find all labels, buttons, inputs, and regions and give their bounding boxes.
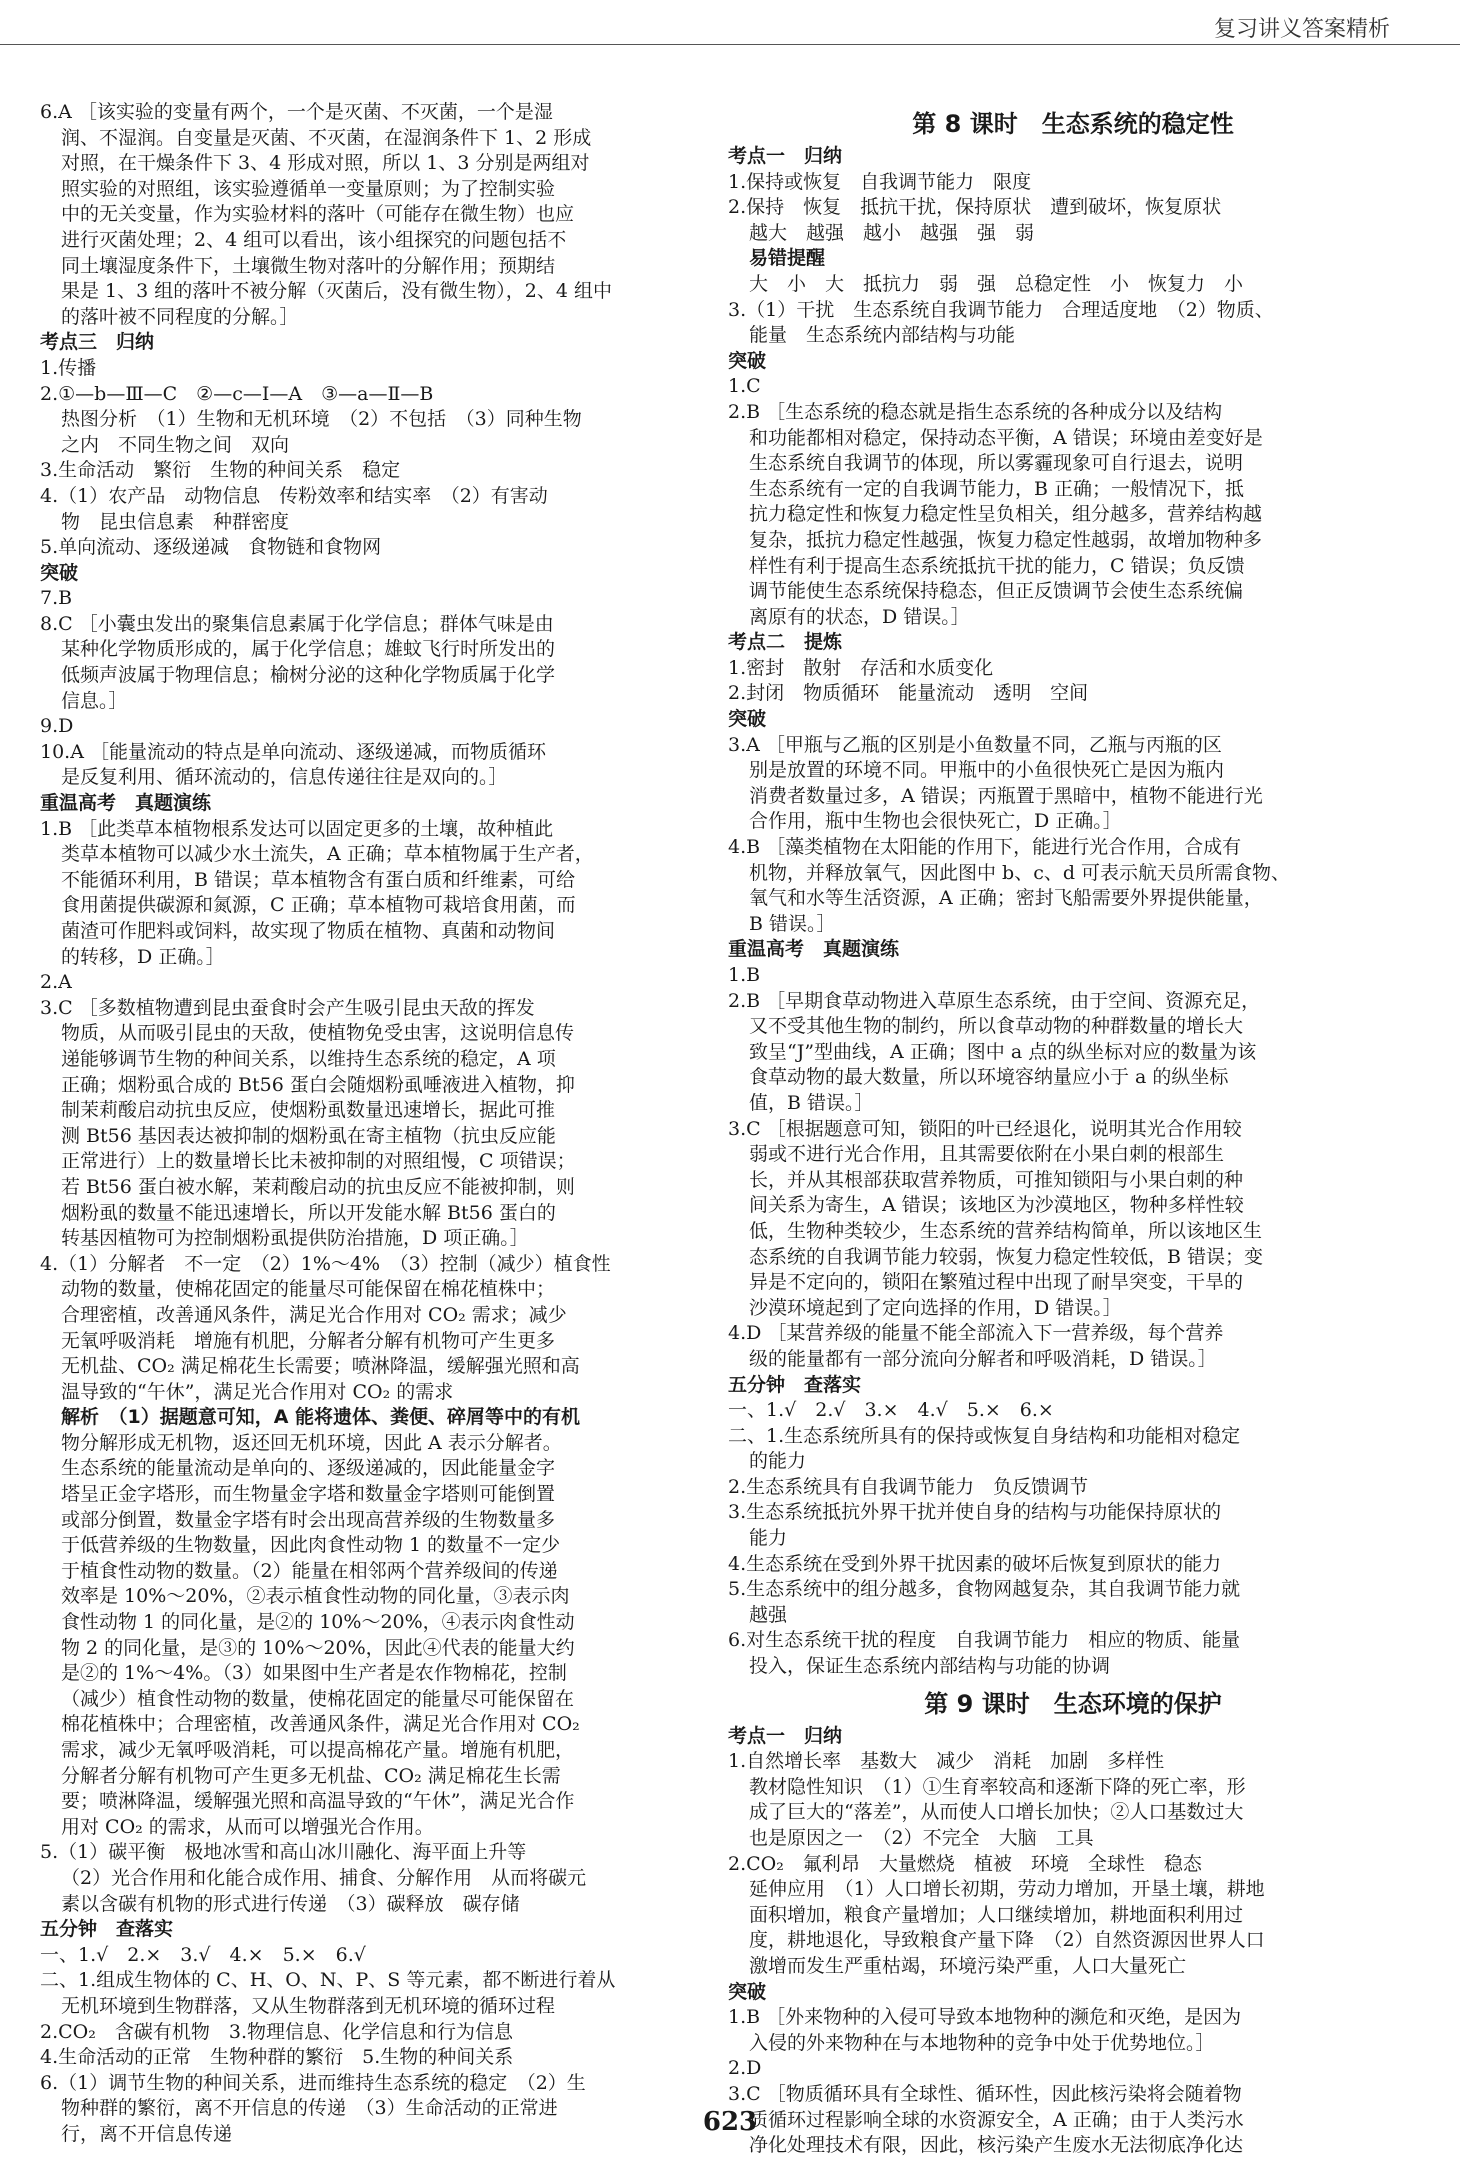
text-line: 消费者数量过多，A 错误；丙瓶置于黑暗中，植物不能进行光 [749,784,1263,807]
text-line: 中的无关变量，作为实验材料的落叶（可能存在微生物）也应 [61,203,575,226]
text-line: 低，生物种类较少，生态系统的营养结构简单，所以该地区生 [749,1219,1263,1242]
text-line: 某种化学物质形成的，属于化学信息；雄蚊飞行时所发出的 [61,638,556,661]
text-line: 净化处理技术有限，因此，核污染产生废水无法彻底净化达 [749,2134,1244,2157]
text-line: 1.传播 [40,356,97,379]
text-line: 4.D ［某营养级的能量不能全部流入下一营养级，每个营养 [728,1322,1224,1345]
text-line: 2.CO₂ 氟利昂 大量燃烧 植被 环境 全球性 稳态 [728,1852,1202,1875]
subsection-heading: 易错提醒 [749,247,826,270]
text-line: 于低营养级的生物数量，因此肉食性动物 1 的数量不一定少 [61,1534,561,1557]
text-line: 度，耕地退化，导致粮食产量下降 （2）自然资源因世界人口 [749,1929,1265,1952]
text-line: B 错误。］ [749,912,836,935]
text-line: 的能力 [749,1450,807,1473]
subsection-heading: 突破 [728,349,767,372]
text-line: 能力 [749,1527,788,1550]
text-line: 分解者分解有机物可产生更多无机盐、CO₂ 满足棉花生长需 [61,1764,561,1787]
subsection-heading: 考点二 提炼 [728,631,843,654]
text-line: 无氧呼吸消耗 增施有机肥，分解者分解有机物可产生更多 [61,1329,556,1352]
text-line: 沙漠环境起到了定向选择的作用，D 错误。］ [749,1296,1122,1319]
text-line: 转基因植物可为控制烟粉虱提供防治措施，D 项正确。］ [61,1227,529,1250]
text-line: 大 小 大 抵抗力 弱 强 总稳定性 小 恢复力 小 [749,272,1244,295]
text-line: 生态系统自我调节的体现，所以雾霾现象可自行退去，说明 [749,452,1244,475]
right-column [728,100,1418,2159]
text-line: 调节能使生态系统保持稳态，但正反馈调节会使生态系统偏 [749,580,1244,603]
text-line: 8.C ［小囊虫发出的聚集信息素属于化学信息；群体气味是由 [40,612,554,635]
text-line: 样性有利于提高生态系统抵抗干扰的能力，C 错误；负反馈 [749,554,1245,577]
text-line: 3.C ［多数植物遭到昆虫蚕食时会产生吸引昆虫天敌的挥发 [40,996,535,1019]
text-line: 激增而发生严重枯竭，环境污染严重，人口大量死亡 [749,1954,1187,1977]
text-line: 7.B [40,587,73,610]
text-line: 用对 CO₂ 的需求，从而可以增强光合作用。 [61,1815,434,1838]
left-column [40,100,710,2148]
header-title: 复习讲义答案精析 [1213,17,1390,42]
text-line: 棉花植株中；合理密植，改善通风条件，满足光合作用对 CO₂ [61,1713,580,1736]
subsection-heading: 考点一 归纳 [728,145,843,167]
text-line: 生态系统的能量流动是单向的、逐级递减的，因此能量金字 [61,1457,556,1480]
text-line: 4.生命活动的正常 生物种群的繁衍 5.生物的种间关系 [40,2046,514,2069]
text-line: 5.（1）碳平衡 极地冰雪和高山冰川融化、海平面上升等 [40,1841,527,1864]
text-line: 3.生命活动 繁衍 生物的种间关系 稳定 [40,459,401,482]
text-line: 无机环境到生物群落，又从生物群落到无机环境的循环过程 [61,1994,556,2017]
text-line: 温导致的“午休”，满足光合作用对 CO₂ 的需求 [61,1380,454,1403]
text-line: 5.生态系统中的组分越多，食物网越复杂，其自我调节能力就 [728,1578,1241,1601]
subsection-heading: 解析 （1）据题意可知，A 能将遗体、粪便、碎屑等中的有机 [61,1406,581,1429]
text-line: 教材隐性知识 （1）①生育率较高和逐渐下降的死亡率，形 [749,1775,1246,1798]
text-line: 9.D [40,715,74,738]
text-line: 4.B ［藻类植物在太阳能的作用下，能进行光合作用，合成有 [728,836,1242,859]
text-line: 的转移，D 正确。］ [61,945,225,968]
text-line: 食用菌提供碳源和氮源，C 正确；草本植物可栽培食用菌，而 [61,894,576,917]
text-line: 测 Bt56 基因表达被抑制的烟粉虱在寄主植物（抗虫反应能 [61,1124,556,1147]
text-line: 照实验的对照组，该实验遵循单一变量原则；为了控制实验 [61,177,556,200]
text-line: 6.（1）调节生物的种间关系，进而维持生态系统的稳定 （2）生 [40,2071,586,2094]
text-line: 1.B ［此类草本植物根系发达可以固定更多的土壤，故种植此 [40,817,554,840]
text-line: 的落叶被不同程度的分解。］ [61,305,299,328]
text-line: 4.生态系统在受到外界干扰因素的破坏后恢复到原状的能力 [728,1552,1222,1575]
text-line: 入侵的外来物种在与本地物种的竞争中处于优势地位。］ [749,2031,1215,2054]
subsection-heading: 重温高考 真题演练 [728,938,900,961]
text-line: 延伸应用 （1）人口增长初期，劳动力增加，开垦土壤，耕地 [749,1878,1265,1901]
text-line: （2）光合作用和化能合成作用、捕食、分解作用 从而将碳元 [61,1866,587,1889]
text-line: 2.生态系统具有自我调节能力 负反馈调节 [728,1475,1089,1498]
page-number: 623 [702,2107,758,2137]
text-line: 3.（1）干扰 生态系统自我调节能力 合理适度地 （2）物质、 [728,298,1274,321]
subsection-heading: 五分钟 查落实 [728,1373,862,1396]
text-line: 动物的数量，使棉花固定的能量尽可能保留在棉花植株中； [61,1278,556,1301]
text-line: 1.自然增长率 基数大 减少 消耗 加剧 多样性 [728,1750,1165,1773]
text-line: 越强 [749,1603,788,1626]
text-line: 能量 生态系统内部结构与功能 [749,324,1016,347]
text-line: 于植食性动物的数量。（2）能量在相邻两个营养级间的传递 [61,1559,558,1582]
text-line: 又不受其他生物的制约，所以食草动物的种群数量的增长大 [749,1015,1244,1038]
subsection-heading: 考点一 归纳 [728,1724,843,1747]
text-line: 正常进行）上的数量增长比未被抑制的对照组慢，C 项错误； [61,1150,576,1173]
text-line: 致呈“J”型曲线，A 正确；图中 a 点的纵坐标对应的数量为该 [749,1040,1257,1063]
text-line: 和功能都相对稳定，保持动态平衡，A 错误；环境由差变好是 [749,426,1263,449]
text-line: （减少）植食性动物的数量，使棉花固定的能量尽可能保留在 [61,1687,575,1710]
text-line: 2.保持 恢复 抵抗干扰，保持原状 遭到破坏，恢复原状 [728,196,1222,219]
text-line: 成了巨大的“落差”，从而使人口增长加快；②人口基数过大 [749,1801,1244,1824]
text-line: 越大 越强 越小 越强 强 弱 [749,221,1035,244]
text-line: 离原有的状态，D 错误。］ [749,605,970,628]
text-line: 面积增加，粮食产量增加；人口继续增加，耕地面积利用过 [749,1903,1244,1926]
text-line: 长，并从其根部获取营养物质，可推知锁阳与小果白刺的种 [749,1168,1244,1191]
text-line: 素以含碳有机物的形式进行传递 （3）碳释放 碳存储 [61,1892,520,1915]
text-line: 2.B ［早期食草动物进入草原生态系统，由于空间、资源充足， [728,989,1261,1012]
text-line: 2.CO₂ 含碳有机物 3.物理信息、化学信息和行为信息 [40,2020,513,2043]
section-title: 第 9 课时 生态环境的保护 [924,1689,1222,1718]
text-line: 复杂，抵抗力稳定性越强，恢复力稳定性越弱，故增加物种多 [749,528,1263,551]
text-line: 二、1.生态系统所具有的保持或恢复自身结构和功能相对稳定 [728,1424,1241,1447]
text-line: 间关系为寄生，A 错误；该地区为沙漠地区，物种多样性较 [749,1194,1244,1217]
text-line: 之内 不同生物之间 双向 [61,433,290,456]
subsection-heading: 重温高考 真题演练 [40,792,212,815]
text-line: 1.B ［外来物种的入侵可导致本地物种的濒危和灭绝，是因为 [728,2006,1242,2029]
text-line: 异是不定向的，锁阳在繁殖过程中出现了耐旱突变，干旱的 [749,1271,1244,1294]
text-line: 果是 1、3 组的落叶不被分解（灭菌后，没有微生物），2、4 组中 [61,280,612,303]
text-line: 生态系统有一定的自我调节能力，B 正确；一般情况下，抵 [749,477,1245,500]
text-line: 5.单向流动、逐级递减 食物链和食物网 [40,536,382,559]
text-line: 递能够调节生物的种间关系，以维持生态系统的稳定，A 项 [61,1047,556,1070]
subsection-heading: 考点三 归纳 [40,331,155,354]
subsection-heading: 五分钟 查落实 [40,1918,174,1941]
text-line: 1.密封 散射 存活和水质变化 [728,656,994,679]
text-line: 2.D [728,2057,762,2080]
text-line: 3.C ［物质循环具有全球性、循环性，因此核污染将会随着物 [728,2082,1242,2105]
text-line: 1.保持或恢复 自我调节能力 限度 [728,170,1032,193]
text-line: 类草本植物可以减少水土流失，A 正确；草本植物属于生产者， [61,843,594,866]
text-line: 同土壤湿度条件下，土壤微生物对落叶的分解作用；预期结 [61,254,556,277]
text-line: 3.A ［甲瓶与乙瓶的区别是小鱼数量不同，乙瓶与丙瓶的区 [728,733,1222,756]
text-line: 6.A ［该实验的变量有两个，一个是灭菌、不灭菌，一个是湿 [40,101,553,123]
text-line: 若 Bt56 蛋白被水解，茉莉酸启动的抗虫反应不能被抑制，则 [61,1175,575,1198]
text-line: 物质，从而吸引昆虫的天敌，使植物免受虫害，这说明信息传 [61,1022,575,1045]
text-line: 菌渣可作肥料或饲料，故实现了物质在植物、真菌和动物间 [61,920,556,942]
text-line: 正确；烟粉虱合成的 Bt56 蛋白会随烟粉虱唾液进入植物，抑 [61,1073,575,1096]
text-line: 制茉莉酸启动抗虫反应，使烟粉虱数量迅速增长，据此可推 [61,1099,556,1122]
text-line: 物种群的繁衍，离不开信息的传递 （3）生命活动的正常进 [61,2097,558,2120]
text-line: 润、不湿润。自变量是灭菌、不灭菌，在湿润条件下 1、2 形成 [61,126,592,149]
text-line: 进行灭菌处理；2、4 组可以看出，该小组探究的问题包括不 [61,228,567,251]
page-header [0,8,1460,45]
text-line: 信息。］ [61,689,128,712]
text-line: 3.生态系统抵抗外界干扰并使自身的结构与功能保持原状的 [728,1501,1222,1524]
text-line: 值，B 错误。］ [749,1091,874,1114]
text-line: 热图分析 （1）生物和无机环境 （2）不包括 （3）同种生物 [61,408,582,431]
text-line: 机物，并释放氧气，因此图中 b、c、d 可表示航天员所需食物、 [749,861,1291,884]
text-line: 别是放置的环境不同。甲瓶中的小鱼很快死亡是因为瓶内 [749,759,1225,782]
text-line: 级的能量都有一部分流向分解者和呼吸消耗，D 错误。］ [749,1347,1217,1370]
subsection-heading: 突破 [728,708,767,731]
text-line: 质循环过程影响全球的水资源安全，A 正确；由于人类污水 [749,2108,1244,2131]
text-line: 要；喷淋降温，缓解强光照和高温导致的“午休”，满足光合作 [61,1790,575,1813]
text-line: 6.对生态系统干扰的程度 自我调节能力 相应的物质、能量 [728,1629,1241,1652]
text-line: 1.B [728,964,761,986]
text-line: 低频声波属于物理信息；榆树分泌的这种化学物质属于化学 [61,664,556,687]
text-line: 是②的 1%～4%。（3）如果图中生产者是农作物棉花，控制 [61,1662,567,1685]
text-line: 态系统的自我调节能力较弱，恢复力稳定性较低，B 错误；变 [749,1245,1264,1268]
text-line: 食草动物的最大数量，所以环境容纳量应小于 a 的纵坐标 [749,1066,1229,1089]
text-line: 4.（1）农产品 动物信息 传粉效率和结实率 （2）有害动 [40,484,548,507]
text-line: 合作用，瓶中生物也会很快死亡，D 正确。］ [749,810,1122,833]
text-line: 塔呈正金字塔形，而生物量金字塔和数量金字塔则可能倒置 [61,1483,556,1506]
section-title: 第 8 课时 生态系统的稳定性 [912,110,1234,138]
text-line: 效率是 10%～20%，②表示植食性动物的同化量，③表示肉 [61,1585,570,1608]
text-line: 2.A [40,971,72,994]
text-line: 一、1.√ 2.√ 3.× 4.√ 5.× 6.× [728,1399,1054,1422]
text-line: 氧气和水等生活资源，A 正确；密封飞船需要外界提供能量， [749,887,1263,910]
text-line: 2.①—b—Ⅲ—C ②—c—Ⅰ—A ③—a—Ⅱ—B [40,382,434,405]
text-line: 行，离不开信息传递 [61,2122,233,2145]
text-line: 不能循环利用，B 错误；草本植物含有蛋白质和纤维素，可给 [61,868,576,891]
text-line: 或部分倒置，数量金字塔有时会出现高营养级的生物数量多 [61,1508,556,1531]
subsection-heading: 突破 [728,1980,767,2003]
text-line: 也是原因之一 （2）不完全 大脑 工具 [749,1827,1094,1849]
text-line: 投入，保证生态系统内部结构与功能的协调 [749,1655,1111,1678]
text-line: 物 2 的同化量，是③的 10%～20%，因此④代表的能量大约 [61,1636,575,1659]
text-line: 3.C ［根据题意可知，锁阳的叶已经退化，说明其光合作用较 [728,1117,1242,1140]
subsection-heading: 突破 [40,561,79,584]
text-line: 一、1.√ 2.× 3.√ 4.× 5.× 6.√ [40,1943,366,1966]
text-line: 物分解形成无机物，返还回无机环境，因此 A 表示分解者。 [61,1431,562,1454]
text-line: 烟粉虱的数量不能迅速增长，所以开发能水解 Bt56 蛋白的 [61,1201,556,1224]
text-line: 食性动物 1 的同化量，是②的 10%～20%，④表示肉食性动 [61,1611,575,1634]
text-line: 抗力稳定性和恢复力稳定性呈负相关，组分越多，营养结构越 [749,503,1263,526]
text-line: 物 昆虫信息素 种群密度 [61,510,290,533]
text-line: 1.C [728,375,761,398]
text-line: 对照，在干燥条件下 3、4 形成对照，所以 1、3 分别是两组对 [61,152,590,175]
text-line: 10.A ［能量流动的特点是单向流动、逐级递减，而物质循环 [40,740,546,763]
text-line: 无机盐、CO₂ 满足棉花生长需要；喷淋降温，缓解强光照和高 [61,1355,580,1378]
text-line: 合理密植，改善通风条件，满足光合作用对 CO₂ 需求；减少 [61,1303,567,1326]
text-line: 弱或不进行光合作用，且其需要依附在小果白刺的根部生 [749,1143,1225,1166]
text-line: 是反复利用、循环流动的，信息传递往往是双向的。］ [61,766,508,789]
text-line: 二、1.组成生物体的 C、H、O、N、P、S 等元素，都不断进行着从 [40,1969,616,1992]
text-line: 需求，减少无氧呼吸消耗，可以提高棉花产量。增施有机肥， [61,1739,575,1761]
text-line: 2.B ［生态系统的稳态就是指生态系统的各种成分以及结构 [728,400,1223,423]
text-line: 2.封闭 物质循环 能量流动 透明 空间 [728,682,1089,705]
text-line: 4.（1）分解者 不一定 （2）1%～4% （3）控制（减少）植食性 [40,1252,611,1275]
